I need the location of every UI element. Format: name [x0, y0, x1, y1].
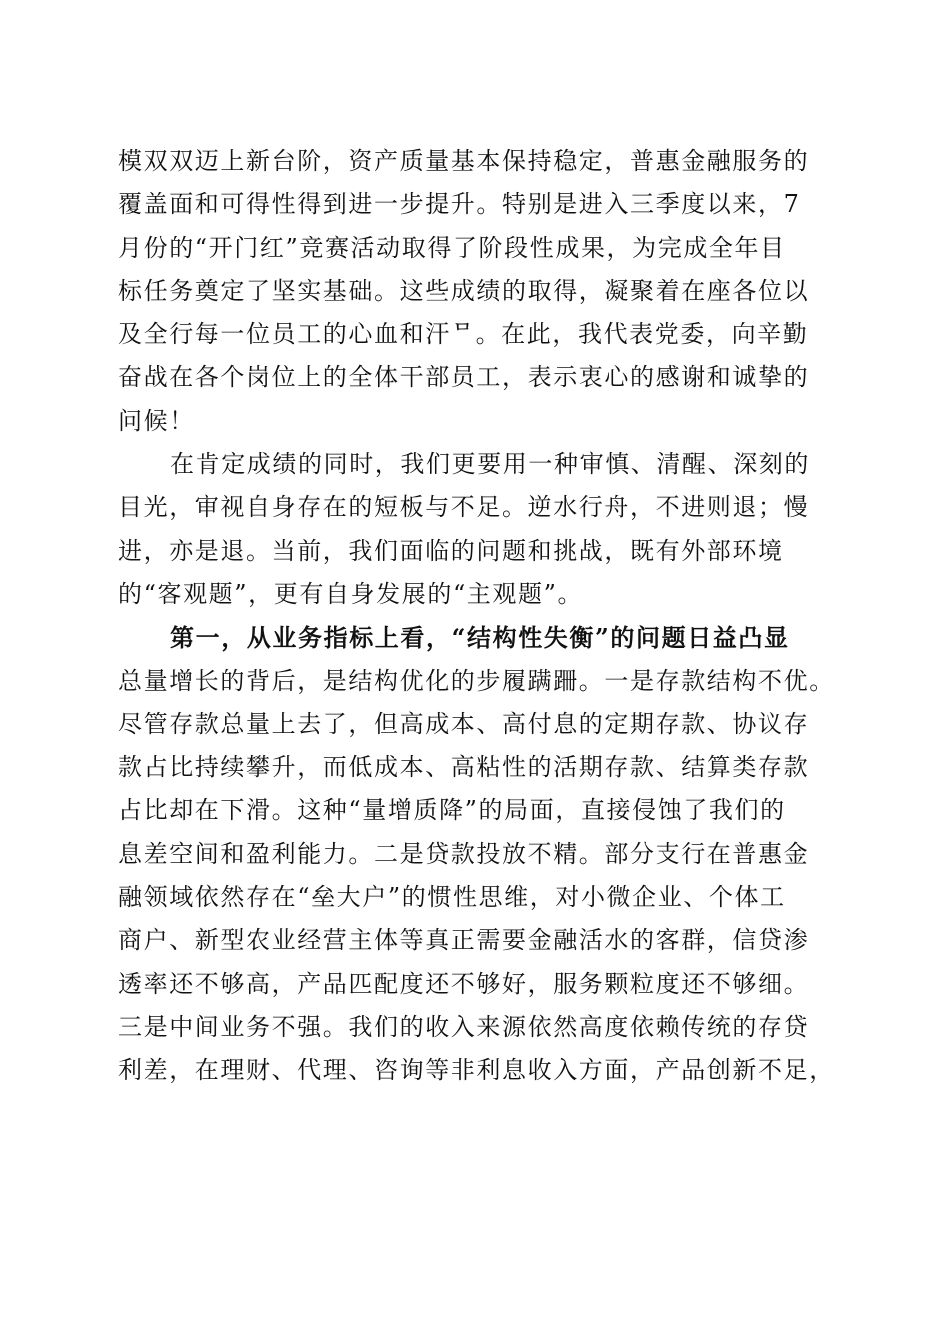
text-line: 透率还不够高，产品匹配度还不够好，服务颗粒度还不够细。: [118, 969, 810, 998]
text-line: 问候！: [118, 406, 195, 435]
body-text: [118, 140, 838, 1093]
section-heading: 第一，从业务指标上看，“结构性失衡”的问题日益凸显: [170, 623, 790, 653]
text-line: 奋战在各个岗位上的全体干部员工，表示衷心的感谢和诚挚的: [118, 363, 810, 392]
text-line: 标任务奠定了坚实基础。这些成绩的取得，凝聚着在座各位以: [118, 276, 810, 305]
text-line: 覆盖面和可得性得到进一步提升。特别是进入三季度以来，7: [118, 190, 801, 219]
text-line: 融领域依然存在“垒大户”的惯性思维，对小微企业、个体工: [118, 883, 786, 912]
text-line: 模双双迈上新台阶，资产质量基本保持稳定，普惠金融服务的: [118, 147, 810, 175]
text-line: 进，亦是退。当前，我们面临的问题和挑战，既有外部环境: [118, 536, 784, 565]
text-line: 尽管存款总量上去了，但高成本、高付息的定期存款、协议存: [118, 709, 810, 738]
paragraph-start-line: 在肯定成绩的同时，我们更要用一种审慎、清醒、深刻的: [170, 450, 810, 479]
text-line: 目光，审视自身存在的短板与不足。逆水行舟，不进则退；慢: [118, 493, 810, 522]
text-line: 商户、新型农业经营主体等真正需要金融活水的客群，信贷渗: [118, 926, 810, 955]
text-line: 总量增长的背后，是结构优化的步履蹒跚。一是存款结构不优。: [118, 666, 835, 695]
text-line: 息差空间和盈利能力。二是贷款投放不精。部分支行在普惠金: [118, 839, 810, 868]
text-line: 款占比持续攀升，而低成本、高粘性的活期存款、结算类存款: [118, 753, 810, 782]
text-line: 及全行每一位员工的心血和汗​ᄆ。在此，我代表党委，向辛勤: [118, 320, 809, 349]
text-line: 占比却在下滑。这种“量增质降”的局面，直接侵蚀了我们的: [118, 796, 786, 825]
text-line: 三是中间业务不强。我们的收入来源依然高度依赖传统的存贷: [118, 1012, 810, 1041]
text-line: 利差，在理财、代理、咨询等非利息收入方面，产品创新不足，: [118, 1056, 835, 1085]
text-line: 月份的“开门红”竞赛活动取得了阶段性成果，为完成全年目: [118, 233, 786, 262]
text-line: 的“客观题”，更有自身发展的“主观题”。: [118, 579, 584, 608]
